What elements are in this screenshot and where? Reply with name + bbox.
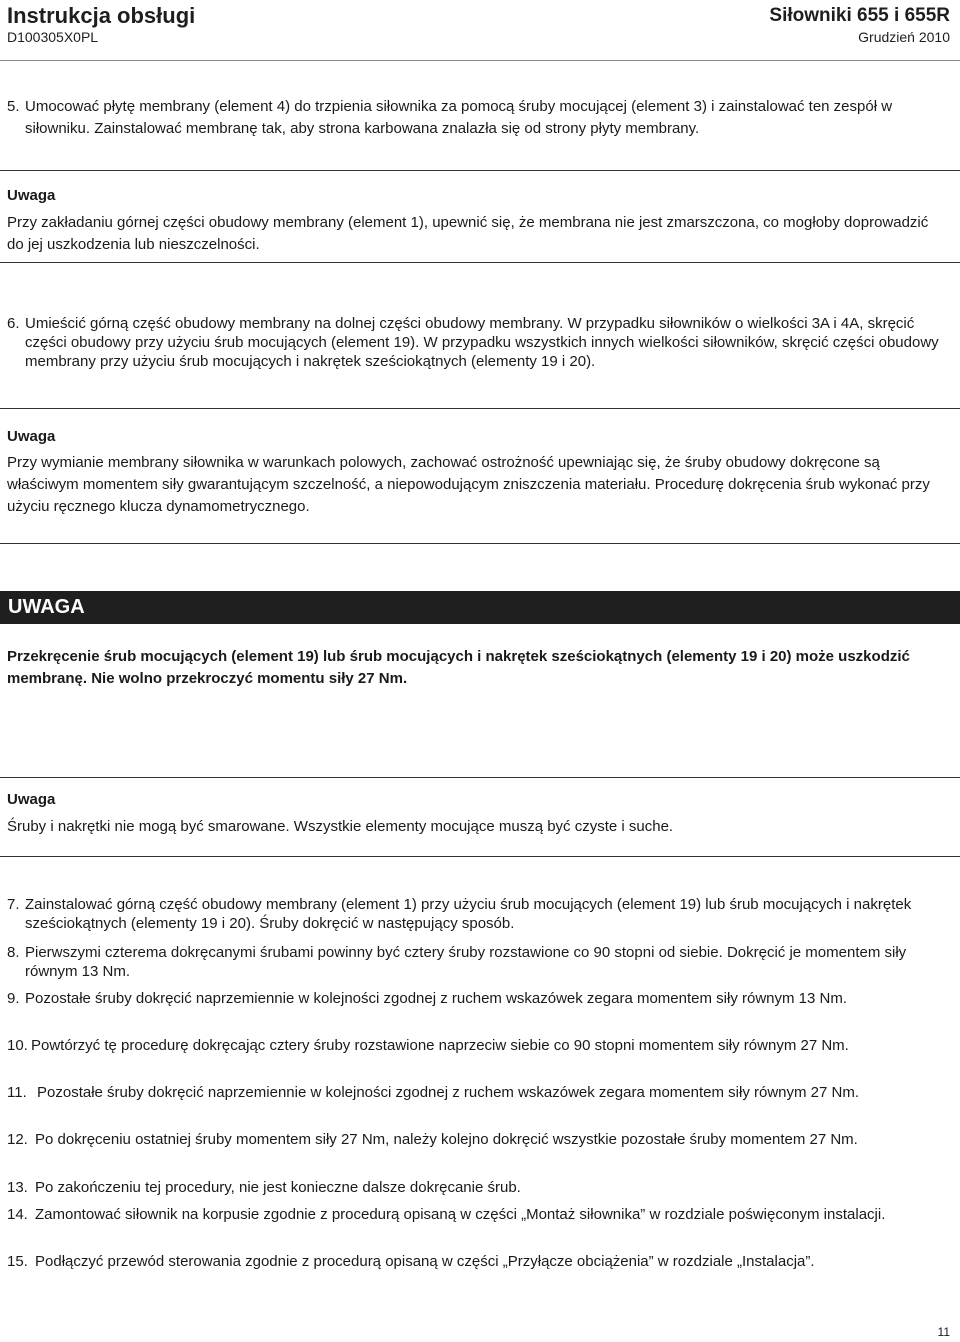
step-text: Zainstalować górną część obudowy membrany (element 1) przy użyciu śrub mocujących (element 19) lub śrub mocujących i nakrętek sześciokątnych (elementy 19 i 20). Śruby dokręcić w następujący sposób. <box>25 896 912 932</box>
step-number: 7. <box>7 896 20 913</box>
step-number: 8. <box>7 944 20 961</box>
step-text: Umieścić górną część obudowy membrany na dolnej części obudowy membrany. W przypadku siłowników o wielkości 3A i 4A, skręcić części obudowy przy użyciu śrub mocujących (element 19). W przypadku wszystkich innych wielkości siłowników, skręcić części obudowy membrany przy użyciu śrub mocujących i nakrętek sześciokątnych (elementy 19 i 20). <box>25 315 939 370</box>
step-14 <box>7 1205 948 1224</box>
divider <box>0 543 960 544</box>
warning-banner: UWAGA <box>0 591 960 624</box>
divider <box>0 777 960 778</box>
step-text: Po dokręceniu ostatniej śruby momentem siły 27 Nm, należy kolejno dokręcić wszystkie pozostałe śruby momentem 27 Nm. <box>35 1131 858 1148</box>
step-8 <box>7 943 948 981</box>
step-9 <box>7 989 948 1008</box>
header-divider <box>0 60 960 61</box>
step-number: 9. <box>7 990 20 1007</box>
note-text: Przy wymianie membrany siłownika w warunkach polowych, zachować ostrożność upewniając się, że śruby obudowy dokręcone są właściwym momentem siły gwarantującym szczelność, a niepowodującym zniszczenia materiału. Procedurę dokręcenia śrub wykonać przy użyciu ręcznego klucza dynamometrycznego. <box>7 454 930 515</box>
step-6 <box>7 314 948 371</box>
divider <box>0 262 960 263</box>
step-number: 10. <box>7 1037 28 1054</box>
step-number: 6. <box>7 315 20 332</box>
step-text: Podłączyć przewód sterowania zgodnie z procedurą opisaną w części „Przyłącze obciążenia” w rozdziale „Instalacja”. <box>35 1253 815 1270</box>
divider <box>0 408 960 409</box>
document-code: D100305X0PL <box>7 29 99 45</box>
step-text: Po zakończeniu tej procedury, nie jest konieczne dalsze dokręcanie śrub. <box>35 1179 521 1196</box>
note-heading: Uwaga <box>7 428 56 445</box>
step-number: 11. <box>7 1084 27 1101</box>
product-title: Siłowniki 655 i 655R <box>769 5 950 26</box>
step-text: Pierwszymi czterema dokręcanymi śrubami powinny być cztery śruby rozstawione co 90 stopni od siebie. Dokręcić je momentem siły równym 13 Nm. <box>25 944 907 980</box>
step-number: 14. <box>7 1206 28 1223</box>
note-text: Śruby i nakrętki nie mogą być smarowane. Wszystkie elementy mocujące muszą być czyste i suche. <box>7 818 674 835</box>
step-number: 5. <box>7 98 20 115</box>
step-number: 13. <box>7 1179 28 1196</box>
step-10 <box>7 1036 948 1055</box>
document-date: Grudzień 2010 <box>858 29 950 45</box>
step-7 <box>7 895 948 933</box>
divider <box>0 170 960 171</box>
step-text: Pozostałe śruby dokręcić naprzemiennie w kolejności zgodnej z ruchem wskazówek zegara momentem siły równym 27 Nm. <box>37 1084 860 1101</box>
step-11 <box>7 1083 948 1102</box>
note-heading: Uwaga <box>7 187 56 204</box>
note-text: Przy zakładaniu górnej części obudowy membrany (element 1), upewnić się, że membrana nie jest zmarszczona, co mogłoby doprowadzić do jej uszkodzenia lub nieszczelności. <box>7 214 929 253</box>
step-text: Powtórzyć tę procedurę dokręcając cztery śruby rozstawione naprzeciw siebie co 90 stopni momentem siły równym 27 Nm. <box>31 1037 849 1054</box>
step-text: Pozostałe śruby dokręcić naprzemiennie w kolejności zgodnej z ruchem wskazówek zegara momentem siły równym 13 Nm. <box>25 990 848 1007</box>
page-number: 11 <box>937 1325 950 1339</box>
note-heading: Uwaga <box>7 791 56 808</box>
step-text: Zamontować siłownik na korpusie zgodnie z procedurą opisaną w części „Montaż siłownika” w rozdziale poświęconym instalacji. <box>35 1206 886 1223</box>
step-13 <box>7 1178 948 1197</box>
step-number: 12. <box>7 1131 28 1148</box>
step-12 <box>7 1130 948 1149</box>
step-5 <box>7 96 948 140</box>
divider <box>0 856 960 857</box>
step-15 <box>7 1252 948 1271</box>
step-number: 15. <box>7 1253 28 1270</box>
document-title: Instrukcja obsługi <box>7 3 196 28</box>
step-text: Umocować płytę membrany (element 4) do trzpienia siłownika za pomocą śruby mocującej (element 3) i zainstalować ten zespół w siłowniku. Zainstalować membranę tak, aby strona karbowana znalazła się od strony płyty membrany. <box>25 98 893 137</box>
warning-text: Przekręcenie śrub mocujących (element 19) lub śrub mocujących i nakrętek sześciokątnych (elementy 19 i 20) może uszkodzić membranę. Nie wolno przekroczyć momentu siły 27 Nm. <box>7 648 910 687</box>
